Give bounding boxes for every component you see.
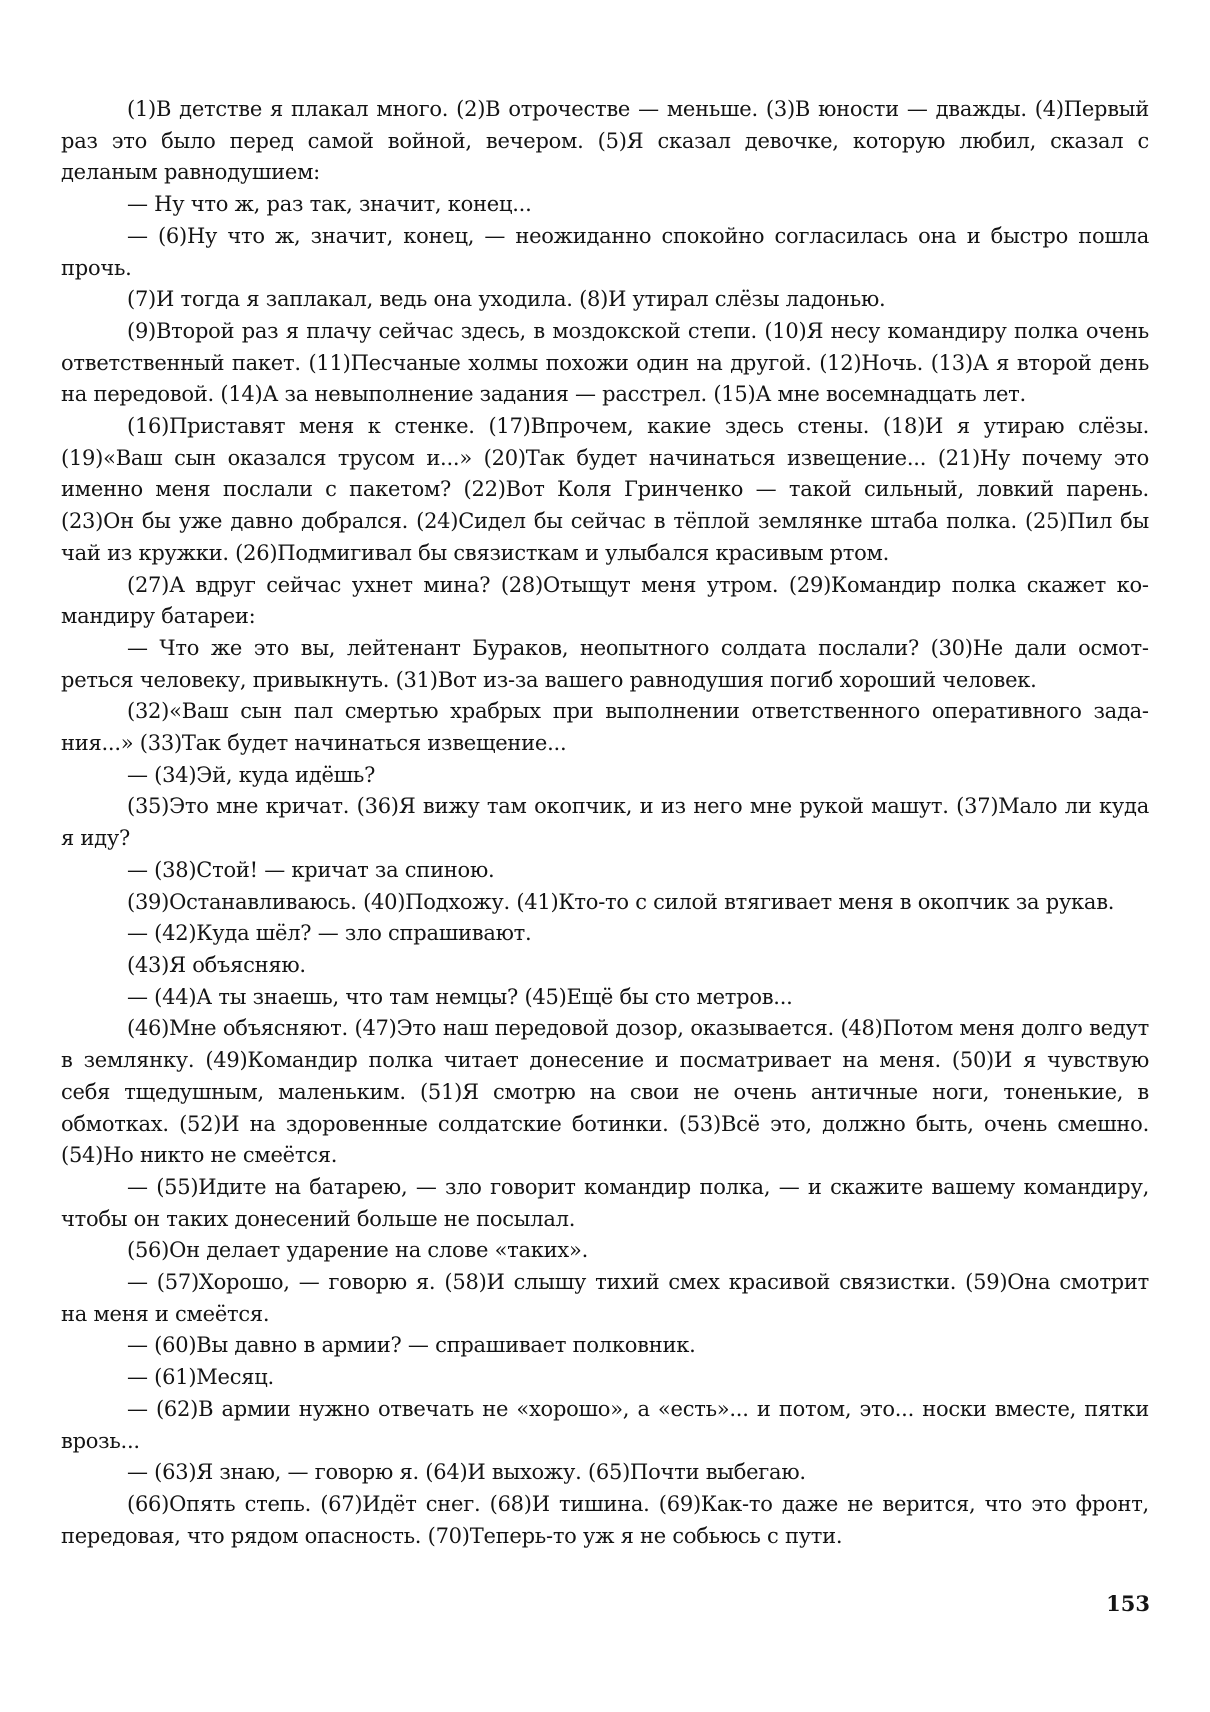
paragraph: (56)Он делает ударение на слове «таких».: [127, 1238, 589, 1263]
paragraph: — (62)В армии нужно отвечать не «хорошо», а «есть»... и потом, это... носки вместе, пятки врозь...: [61, 1396, 1149, 1453]
paragraph: (16)Приставят меня к стенке. (17)Впрочем, какие здесь стены. (18)И я утираю слёзы. (19)«Ваш сын оказался трусом и...» (20)Так будет начинаться извещение... (21)Ну почему это именно меня послали с пакетом? (22)Вот Коля Гринченко — такой сильный, ловкий парень. (23)Он бы уже давно добрался. (24)Сидел бы сейчас в тёплой землянке штаба полка. (25)Пил бы чай из кружки. (26)Подмигивал бы связисткам и улыбался красивым ртом.: [61, 414, 1149, 565]
paragraph: — (42)Куда шёл? — зло спрашивают.: [127, 921, 532, 946]
paragraph: — Что же это вы, лейтенант Бураков, неопытного солдата послали? (30)Не дали осмотреться человеку, привыкнуть. (31)Вот из-за вашего равнодушия погиб хороший человек.: [61, 635, 1149, 692]
paragraph: (39)Останавливаюсь. (40)Подхожу. (41)Кто-то с силой втягивает меня в окопчик за рукав.: [127, 889, 1115, 914]
paragraph: — (57)Хорошо, — говорю я. (58)И слышу тихий смех красивой связистки. (59)Она смотрит на меня и смеётся.: [61, 1270, 1149, 1326]
paragraph: — (38)Стой! — кричат за спиною.: [127, 857, 495, 882]
paragraph: (32)«Ваш сын пал смертью храбрых при выполнении ответственного оперативного задания...» (33)Так будет начинаться извещение...: [61, 699, 1149, 756]
page-number: 153: [1106, 1591, 1150, 1616]
paragraph: — (61)Месяц.: [127, 1365, 274, 1390]
paragraph: — (34)Эй, куда идёшь?: [127, 762, 376, 787]
paragraph: (7)И тогда я заплакал, ведь она уходила. (8)И утирал слёзы ладонью.: [127, 287, 886, 312]
paragraph: — (6)Ну что ж, значит, конец, — неожиданно спокойно согласилась она и быстро пошла прочь.: [61, 223, 1149, 280]
paragraph: — Ну что ж, раз так, значит, конец...: [127, 192, 532, 217]
paragraph: — (60)Вы давно в армии? — спрашивает полковник.: [127, 1333, 696, 1358]
paragraph: — (55)Идите на батарею, — зло говорит командир полка, — и скажите вашему командиру, чтобы он таких донесений больше не посылал.: [61, 1174, 1149, 1231]
paragraph: (9)Второй раз я плачу сейчас здесь, в моздокской степи. (10)Я несу командиру полка очень ответственный пакет. (11)Песчаные холмы похожи один на другой. (12)Ночь. (13)А я второй день на передовой. (14)А за невыполнение задания — расстрел. (15)А мне восемнадцать лет.: [61, 318, 1149, 407]
paragraph: (1)В детстве я плакал много. (2)В отрочестве — меньше. (3)В юности — дважды. (4)Первый раз это было перед самой войной, вечером. (5)Я сказал девочке, которую любил, сказал с деланым равнодушием:: [61, 97, 1149, 185]
paragraph: (35)Это мне кричат. (36)Я вижу там окопчик, и из него мне рукой машут. (37)Мало ли куда я иду?: [61, 794, 1149, 851]
text-body: [61, 94, 1149, 1552]
paragraph: (46)Мне объясняют. (47)Это наш передовой дозор, оказывается. (48)Потом меня долго ведут в землянку. (49)Командир полка читает донесение и посматривает на меня. (50)И я чувствую себя тщедушным, маленьким. (51)Я смотрю на свои не очень античные ноги, тоненькие, в обмотках. (52)И на здоровенные солдатские ботинки. (53)Всё это, должно быть, очень смешно. (54)Но никто не смеётся.: [61, 1016, 1149, 1168]
paragraph: (66)Опять степь. (67)Идёт снег. (68)И тишина. (69)Как-то даже не верится, что это фронт, передовая, что рядом опасность. (70)Теперь-то уж я не собьюсь с пути.: [61, 1491, 1149, 1548]
paragraph: — (63)Я знаю, — говорю я. (64)И выхожу. (65)Почти выбегаю.: [127, 1460, 806, 1485]
paragraph: (27)А вдруг сейчас ухнет мина? (28)Отыщут меня утром. (29)Командир полка скажет командиру батареи:: [61, 572, 1149, 629]
paragraph: (43)Я объясняю.: [127, 952, 306, 977]
paragraph: — (44)А ты знаешь, что там немцы? (45)Ещё бы сто метров...: [127, 984, 793, 1009]
